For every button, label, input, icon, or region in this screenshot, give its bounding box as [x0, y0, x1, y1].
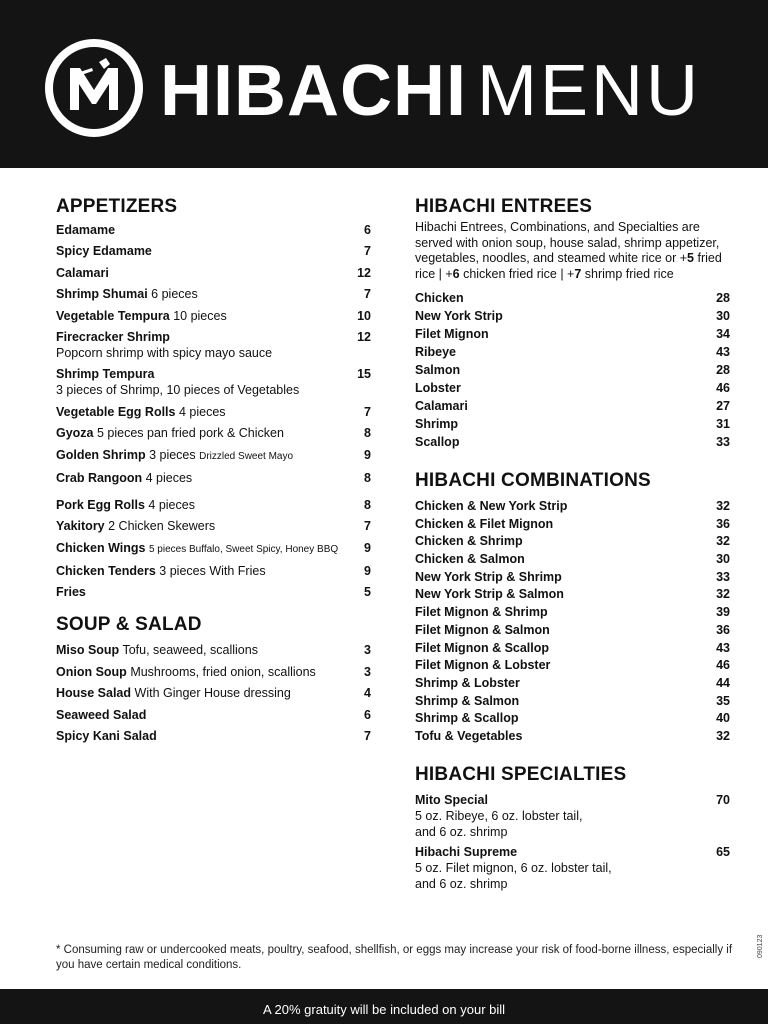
menu-item-price: 8: [364, 470, 371, 485]
specialties-list: [415, 792, 730, 892]
menu-item-row: [415, 308, 730, 324]
gratuity-footer: A 20% gratuity will be included on your bill: [0, 989, 768, 1024]
menu-item-name: Salmon: [415, 363, 461, 377]
menu-item-text: [415, 622, 550, 638]
menu-item-price: 8: [364, 497, 371, 512]
menu-item-text: [415, 308, 503, 324]
menu-item-text: [56, 425, 284, 441]
menu-item-name: New York Strip & Salmon: [415, 587, 564, 602]
menu-item-name: Shrimp Shumai: [56, 287, 148, 302]
menu-item-price: 32: [716, 728, 730, 743]
menu-item-text: [415, 569, 562, 585]
menu-item-text: [415, 675, 520, 691]
menu-item-price: 65: [716, 844, 730, 859]
menu-item-name: Filet Mignon & Salmon: [415, 622, 550, 637]
menu-item-name: Spicy Edamame: [56, 244, 152, 259]
menu-item-name: Vegetable Egg Rolls: [56, 404, 176, 419]
title-light: MENU: [477, 51, 701, 131]
menu-item: [56, 563, 371, 579]
menu-item-details: 3 pieces of Shrimp, 10 pieces of Vegetables: [56, 383, 300, 398]
menu-item-row: [56, 308, 371, 324]
menu-item-text: [56, 584, 86, 600]
menu-item-row: [56, 540, 371, 558]
specialties-title: HIBACHI SPECIALTIES: [415, 763, 627, 785]
menu-item-name: Chicken & Filet Mignon: [415, 516, 554, 531]
menu-item-text: [415, 710, 519, 726]
menu-item-price: 70: [716, 792, 730, 807]
menu-item-row: [415, 586, 730, 602]
menu-item-row: [415, 844, 730, 860]
menu-item-row: [415, 569, 730, 585]
menu-item: [415, 498, 730, 514]
menu-item-row: [56, 329, 371, 345]
menu-item-row: [56, 243, 371, 259]
menu-item: [415, 586, 730, 602]
menu-item-note: 5 pieces Buffalo, Sweet Spicy, Honey BBQ: [148, 543, 339, 555]
menu-item-row: [415, 710, 730, 726]
menu-item: [56, 286, 371, 302]
menu-item: [415, 657, 730, 673]
menu-item-price: 3: [364, 643, 371, 658]
menu-item: [415, 640, 730, 656]
menu-item-price: 46: [716, 381, 730, 395]
menu-item-row: [56, 447, 371, 465]
menu-item-desc: 10 pieces: [173, 308, 227, 323]
menu-item-text: [56, 497, 195, 513]
menu-item: [56, 685, 371, 701]
menu-item-text: [415, 326, 489, 342]
menu-item-text: [56, 470, 192, 486]
menu-item-price: 6: [364, 223, 371, 237]
menu-item-name: Filet Mignon & Shrimp: [415, 605, 548, 620]
menu-item-text: [56, 329, 170, 345]
menu-item-row: [56, 685, 371, 701]
menu-item-price: 27: [716, 399, 730, 413]
combinations-list: [415, 498, 730, 744]
entrees-list: [415, 290, 730, 450]
menu-item-text: [415, 380, 461, 396]
soup-salad-title: SOUP & SALAD: [56, 614, 202, 636]
menu-item-price: 15: [357, 367, 371, 382]
menu-item: [56, 243, 371, 259]
menu-item-price: 28: [716, 291, 730, 305]
menu-item-name: Chicken & New York Strip: [415, 499, 568, 513]
menu-item-name: Filet Mignon & Scallop: [415, 640, 550, 655]
menu-item-price: 43: [716, 640, 730, 655]
menu-item-row: [415, 416, 730, 432]
menu-item-text: [415, 498, 567, 514]
menu-item: [415, 604, 730, 620]
menu-item: [56, 540, 371, 558]
menu-item: [56, 707, 371, 723]
menu-item-text: [415, 344, 456, 360]
menu-item-name: Chicken Tenders: [56, 564, 156, 579]
menu-item-price: 7: [364, 244, 371, 259]
menu-item-row: [56, 425, 371, 441]
menu-item-price: 12: [357, 265, 371, 280]
menu-item-row: [415, 326, 730, 342]
menu-item-row: [56, 470, 371, 486]
menu-item-text: [56, 664, 316, 680]
menu-item-name: Calamari: [56, 265, 109, 280]
menu-item-text: [415, 640, 549, 656]
menu-item: [415, 675, 730, 691]
menu-item-text: [415, 844, 517, 860]
menu-item: [415, 344, 730, 360]
menu-item-price: 44: [716, 675, 730, 690]
menu-item-row: [415, 728, 730, 744]
menu-item-price: 46: [716, 658, 730, 673]
menu-item-desc: 2 Chicken Skewers: [108, 519, 216, 534]
menu-item-name: Gyoza: [56, 426, 94, 441]
menu-item-name: Yakitory: [56, 519, 105, 534]
menu-item-price: 30: [716, 552, 730, 567]
menu-item-price: 6: [364, 707, 371, 722]
menu-item-desc: With Ginger House dressing: [134, 686, 291, 701]
menu-item-row: [56, 518, 371, 534]
menu-item-price: 43: [716, 345, 730, 359]
menu-item-price: 39: [716, 605, 730, 620]
menu-item-text: [415, 362, 460, 378]
menu-item-details: 5 oz. Ribeye, 6 oz. lobster tail,: [415, 808, 583, 823]
menu-item: [56, 222, 371, 238]
menu-item-name: Filet Mignon: [415, 327, 489, 341]
menu-item-text: [56, 308, 227, 324]
page-title: [160, 46, 701, 136]
menu-item-row: [56, 642, 371, 658]
menu-item-text: [56, 563, 266, 579]
menu-item-name: Spicy Kani Salad: [56, 729, 157, 744]
menu-item-text: [56, 540, 338, 558]
menu-item: [56, 425, 371, 441]
menu-item-price: 3: [364, 664, 371, 679]
menu-item-name: Shrimp: [415, 417, 459, 431]
menu-item-row: [415, 344, 730, 360]
menu-item-text: [56, 447, 293, 465]
menu-item-row: [415, 398, 730, 414]
menu-item-name: Fries: [56, 585, 86, 600]
menu-item: [56, 470, 371, 486]
menu-item: [56, 265, 371, 281]
menu-item: [415, 533, 730, 549]
menu-item-text: [415, 693, 519, 709]
menu-item-price: 7: [364, 519, 371, 534]
menu-item-row: [56, 265, 371, 281]
menu-item-price: 40: [716, 711, 730, 726]
menu-item-text: [415, 728, 522, 744]
menu-item-row: [415, 498, 730, 514]
menu-item-text: [415, 533, 523, 549]
menu-item-row: [56, 222, 371, 238]
menu-item: [56, 404, 371, 420]
soup-salad-list: [56, 642, 371, 744]
menu-item: [56, 366, 371, 398]
menu-item: [415, 728, 730, 744]
menu-item: [415, 380, 730, 396]
menu-item-text: [56, 707, 146, 723]
menu-header: [0, 0, 768, 168]
menu-item-name: Tofu & Vegetables: [415, 728, 523, 743]
menu-item: [415, 551, 730, 567]
menu-item-name: Golden Shrimp: [56, 447, 146, 462]
menu-item-text: [56, 518, 215, 534]
menu-item: [56, 308, 371, 324]
menu-item: [415, 516, 730, 532]
menu-item-desc: 3 pieces: [149, 447, 196, 462]
menu-item-row: [56, 404, 371, 420]
appetizers-title: APPETIZERS: [56, 196, 178, 217]
appetizers-list: [56, 222, 371, 600]
right-column: [415, 194, 730, 892]
menu-item-name: Chicken Wings: [56, 540, 146, 555]
menu-item-desc: 4 pieces: [178, 404, 226, 419]
menu-item-details: 5 oz. Filet mignon, 6 oz. lobster tail,: [415, 860, 612, 875]
menu-item-row: [415, 362, 730, 378]
menu-item-desc: 4 pieces: [148, 497, 195, 512]
menu-item-name: Onion Soup: [56, 664, 127, 679]
menu-item: [415, 434, 730, 450]
menu-item-name: Seaweed Salad: [56, 707, 147, 722]
menu-item-name: Filet Mignon & Lobster: [415, 658, 551, 673]
menu-item-price: 7: [364, 729, 371, 744]
menu-item-name: Chicken: [415, 291, 464, 305]
menu-item: [56, 518, 371, 534]
menu-item-row: [415, 622, 730, 638]
menu-item-text: [56, 404, 226, 420]
menu-item: [415, 398, 730, 414]
menu-item-row: [415, 675, 730, 691]
menu-item-name: Edamame: [56, 223, 116, 237]
menu-item-text: [415, 416, 458, 432]
menu-item-desc: Mushrooms, fried onion, scallions: [130, 664, 316, 679]
menu-item-name: New York Strip & Shrimp: [415, 569, 562, 584]
menu-item-name: House Salad: [56, 686, 132, 701]
menu-item-price: 8: [364, 426, 371, 441]
menu-item-text: [56, 366, 154, 382]
menu-item: [56, 447, 371, 465]
menu-item-details: and 6 oz. shrimp: [415, 876, 508, 891]
menu-item-price: 36: [716, 516, 730, 531]
menu-item-name: New York Strip: [415, 309, 503, 323]
menu-item-name: Chicken & Shrimp: [415, 534, 523, 549]
menu-item: [415, 792, 730, 840]
menu-item: [415, 290, 730, 306]
menu-item-row: [415, 792, 730, 808]
menu-item-row: [415, 657, 730, 673]
entrees-intro: Hibachi Entrees, Combinations, and Specialties are served with onion soup, house salad, shrimp appetizer, vegetables, noodles, and steamed white rice or +5 fried rice | +6 chicken fried rice | +7 shrimp fried rice: [415, 220, 722, 281]
menu-item-name: Scallop: [415, 435, 460, 449]
menu-item: [415, 693, 730, 709]
menu-item-name: Firecracker Shrimp: [56, 329, 170, 344]
menu-item-text: [56, 286, 198, 302]
menu-item: [56, 642, 371, 658]
menu-item-text: [56, 243, 152, 259]
menu-item-price: 33: [716, 569, 730, 584]
menu-item-name: Miso Soup: [56, 643, 120, 658]
menu-item-text: [415, 516, 553, 532]
menu-item-name: Shrimp & Scallop: [415, 711, 519, 726]
menu-item-row: [415, 693, 730, 709]
menu-item-row: [56, 664, 371, 680]
disclaimer-note: * Consuming raw or undercooked meats, poultry, seafood, shellfish, or eggs may increase your risk of food-borne illness, especially if you have certain medical conditions.: [56, 944, 733, 971]
menu-item-name: Ribeye: [415, 345, 456, 359]
menu-item-text: [415, 398, 468, 414]
menu-item-row: [56, 728, 371, 744]
menu-item-price: 36: [716, 622, 730, 637]
menu-item-desc: 4 pieces: [145, 470, 193, 485]
menu-item: [415, 308, 730, 324]
menu-item: [415, 326, 730, 342]
menu-item: [415, 569, 730, 585]
menu-item: [56, 664, 371, 680]
menu-item-details: Popcorn shrimp with spicy mayo sauce: [56, 345, 273, 360]
menu-item-text: [415, 657, 550, 673]
menu-item: [56, 728, 371, 744]
menu-item-price: 7: [364, 404, 371, 419]
menu-item-price: 30: [716, 309, 730, 323]
menu-item: [56, 497, 371, 513]
menu-item-price: 28: [716, 363, 730, 377]
mito-logo-icon: [44, 38, 144, 138]
menu-item-price: 9: [364, 564, 371, 579]
menu-item-desc: 6 pieces: [151, 287, 198, 302]
combinations-title: HIBACHI COMBINATIONS: [415, 470, 651, 491]
title-bold: HIBACHI: [160, 51, 467, 131]
menu-item: [56, 584, 371, 600]
entrees-title: HIBACHI ENTREES: [415, 196, 593, 217]
menu-item-price: 31: [716, 417, 730, 431]
menu-item-text: [415, 290, 464, 306]
menu-item-row: [56, 497, 371, 513]
menu-item-text: [415, 551, 525, 567]
menu-item-price: 33: [716, 435, 730, 449]
menu-item: [415, 622, 730, 638]
menu-item-row: [56, 286, 371, 302]
menu-item-name: Pork Egg Rolls: [56, 497, 145, 512]
menu-item-text: [56, 642, 258, 658]
menu-item-name: Lobster: [415, 381, 461, 395]
menu-item-price: 5: [364, 585, 371, 600]
menu-item-text: [415, 434, 459, 450]
menu-item: [56, 329, 371, 361]
menu-item-price: 32: [716, 534, 730, 549]
menu-item-text: [415, 792, 488, 808]
menu-item-desc: 5 pieces pan fried pork & Chicken: [97, 426, 284, 441]
menu-item: [415, 844, 730, 892]
menu-item-row: [415, 516, 730, 532]
menu-item-name: Hibachi Supreme: [415, 844, 518, 859]
menu-item-row: [415, 533, 730, 549]
menu-item-desc: 3 pieces With Fries: [159, 564, 266, 579]
menu-item-name: Mito Special: [415, 792, 488, 807]
menu-item-text: [415, 586, 564, 602]
menu-item-name: Vegetable Tempura: [56, 308, 170, 323]
menu-item-text: [56, 265, 109, 281]
menu-item-price: 9: [364, 540, 371, 555]
menu-item-price: 32: [716, 499, 730, 513]
menu-item-price: 7: [364, 287, 371, 302]
menu-item-name: Shrimp & Lobster: [415, 675, 520, 690]
menu-item-row: [56, 584, 371, 600]
menu-item-price: 12: [357, 329, 371, 344]
menu-item-row: [56, 366, 371, 382]
menu-item-desc: Tofu, seaweed, scallions: [122, 643, 258, 658]
menu-item-name: Shrimp Tempura: [56, 367, 155, 382]
menu-item-name: Shrimp & Salmon: [415, 693, 520, 708]
menu-item-text: [56, 728, 157, 744]
menu-item: [415, 362, 730, 378]
menu-item-row: [415, 551, 730, 567]
menu-item-row: [415, 290, 730, 306]
menu-item-note: Drizzled Sweet Mayo: [199, 450, 294, 462]
menu-item-price: 32: [716, 587, 730, 602]
menu-item: [415, 710, 730, 726]
menu-item-price: 4: [364, 686, 371, 701]
menu-item-details: and 6 oz. shrimp: [415, 824, 508, 839]
menu-item-price: 35: [716, 693, 730, 708]
menu-item-text: [56, 222, 115, 238]
menu-item-price: 10: [357, 308, 371, 323]
menu-item: [415, 416, 730, 432]
menu-item-row: [56, 707, 371, 723]
menu-item-name: Chicken & Salmon: [415, 552, 525, 567]
menu-item-text: [415, 604, 548, 620]
menu-item-name: Calamari: [415, 399, 468, 413]
menu-item-row: [415, 380, 730, 396]
menu-item-row: [415, 604, 730, 620]
menu-item-row: [415, 640, 730, 656]
menu-item-name: Crab Rangoon: [56, 470, 143, 485]
menu-item-row: [415, 434, 730, 450]
menu-item-price: 34: [716, 327, 730, 341]
document-code: 090123: [757, 934, 764, 958]
menu-item-row: [56, 563, 371, 579]
menu-item-price: 9: [364, 447, 371, 462]
menu-item-text: [56, 685, 291, 701]
left-column: [56, 194, 371, 744]
